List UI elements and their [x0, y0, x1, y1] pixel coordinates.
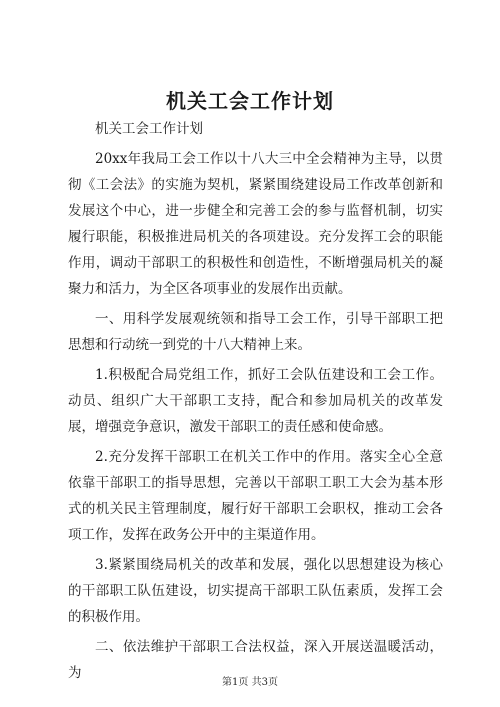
page-footer: 第1页 共3页 — [222, 677, 278, 688]
paragraph-section-two: 二、依法维护干部职工合法权益，深入开展送温暖活动，为 — [68, 639, 443, 681]
document-title: 机关工会工作计划 — [166, 89, 334, 113]
document-body — [68, 116, 443, 686]
paragraph-section-one: 一、用科学发展观统领和指导工会工作，引导干部职工把思想和行动统一到党的十八大精神上来。 — [68, 311, 443, 353]
paragraph-subtitle: 机关工会工作计划 — [95, 121, 203, 137]
paragraph-item-1: 1.积极配合局党组工作，抓好工会队伍建设和工会工作。动员、组织广大干部职工支持，配合和参加局机关的改革发展，增强竞争意识，激发干部职工的责任感和使命感。 — [68, 367, 443, 435]
paragraph-item-2: 2.充分发挥干部职工在机关工作中的作用。落实全心全意依靠干部职工的指导思想，完善以干部职工职工大会为基本形式的机关民主管理制度，履行好干部职工会职权，推动工会各项工作，发挥在政务公开中的主渠道作用。 — [68, 449, 443, 543]
paragraph-intro: 20xx年我局工会工作以十八大三中全会精神为主导，以贯彻《工会法》的实施为契机，紧紧围绕建设局工作改革创新和发展这个中心，进一步健全和完善工会的参与监督机制，切实履行职能，积极推进局机关的各项建设。充分发挥工会的职能作用，调动干部职工的积极性和创造性，不断增强局机关的凝聚力和活力，为全区各项事业的发展作出贡献。 — [68, 151, 443, 297]
paragraph-item-3: 3.紧紧围绕局机关的改革和发展，强化以思想建设为核心的干部职工队伍建设，切实提高干部职工队伍素质，发挥工会的积极作用。 — [68, 557, 443, 625]
